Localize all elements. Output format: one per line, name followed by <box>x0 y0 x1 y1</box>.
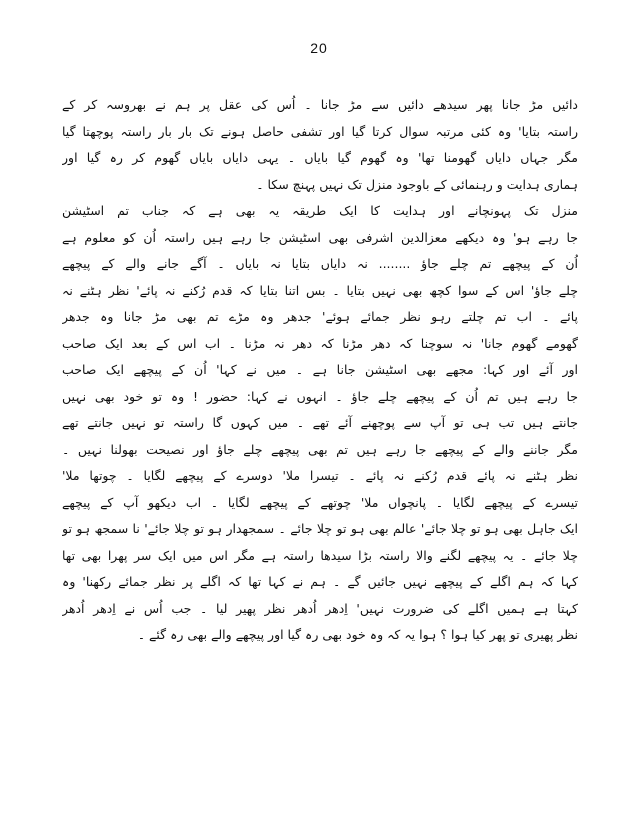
text-line: جا رہے ہیں تم اُن کے پیچھے چلے جاؤ ۔ انہوں نے کہا: حضور ! وہ تو خود بھی نہیں <box>62 388 578 404</box>
text-line: اور آئے اور کہا: مجھے بھی اسٹیشن جانا ہے ۔ میں نے کہا' اُن کے پیچھے ایک صاحب <box>62 362 578 377</box>
text-line: جانتے ہیں تب ہی تو آپ سے پوچھنے آئے تھے ۔ میں کہوں گا راستہ تو نہیں جانتے تھے <box>62 415 578 430</box>
text-line: اُن کے پیچھے تم چلے جاؤ ........ نہ دایاں بتایا نہ بایاں ۔ آگے جانے والے کے پیچھے <box>62 256 578 271</box>
text-line: دائیں مڑ جانا پھر سیدھے دائیں سے مڑ جانا ۔ اُس کی عقل پر ہم نے بھروسہ کر کے <box>62 97 578 112</box>
text-line: کہتا ہے ہمیں اگلے کی ضرورت نہیں' اِدھر اُدھر نظر پھیر لیا ۔ جب اُس نے اِدھر اُدھر <box>62 600 578 616</box>
text-line: ہماری ہدایت و رہنمائی کے باوجود منزل تک نہیں پہنچ سکا ۔ <box>256 176 578 192</box>
text-line: کہا کہ ہم اگلے کے پیچھے نہیں جائیں گے ۔ ہم نے کہا تھا کہ اگلے پر نظر جمائے رکھنا' وہ <box>62 574 578 589</box>
text-line: مگر جاننے والے کے پیچھے جا رہے ہیں تم بھی پیچھے چلے جاؤ اور نصیحت بھولنا نہیں ۔ <box>62 441 578 457</box>
text-line: مگر جہاں دایاں گھومنا تھا' وہ گھوم گیا بایاں ۔ یہی دایاں بایاں گھوم کر رہ گیا اور <box>62 150 578 165</box>
text-line: چلا جائے ۔ یہ پیچھے لگنے والا راستہ بڑا سیدھا راستہ ہے مگر اس میں ایک سر پھرا بھی تھا <box>62 547 578 563</box>
page-number: 20 <box>310 40 328 56</box>
text-line: نظر ہٹنے نہ پائے قدم رُکنے نہ پائے ۔ تیسرا ملا' دوسرے کے پیچھے لگایا ۔ چوتھا ملا' <box>62 468 578 483</box>
text-line: چلے جاؤ' اس کے سوا کچھ بھی نہیں بتایا ۔ بس اتنا بتایا کہ قدم رُکنے نہ پائے' نظر ہٹنے نہ <box>62 282 578 298</box>
text-line: گھومے گھوم جانا' نہ سوچنا کہ دھر مڑنا کہ دھر نہ مڑنا ۔ اب اس کے بعد ایک صاحب <box>62 335 578 351</box>
text-line: منزل تک پہونچانے اور ہدایت کا ایک طریقہ یہ بھی ہے کہ جناب تم اسٹیشن <box>62 203 578 218</box>
text-line: ایک جاہل بھی ہو تو چلا جائے' عالم بھی ہو تو چلا جائے ۔ سمجھدار ہو تو چلا جائے' نا سمجھ ہو تو <box>62 521 578 536</box>
text-line: راستہ بتایا' وہ کئی مرتبہ سوال کرتا گیا اور تشفی حاصل ہونے تک بار بار راستہ پوچھتا گیا <box>62 123 578 139</box>
text-line: نظر پھیری تو پھر کیا ہوا ؟ ہوا یہ کہ وہ خود بھی رہ گیا اور پیچھے والے بھی رہ گئے ۔ <box>137 627 578 642</box>
urdu-text-body <box>62 92 578 649</box>
text-line: پائے ۔ اب تم چلتے رہو نظر جمائے ہوئے' جدھر وہ مڑے تم بھی مڑ جانا وہ جدھر <box>62 309 578 324</box>
text-line: جا رہے ہو' وہ دیکھے معزالدین اشرفی بھی اسٹیشن جا رہے ہیں راستہ اُن کو معلوم ہے <box>62 229 578 245</box>
text-line: تیسرے کے پیچھے لگایا ۔ پانچواں ملا' چوتھے کے پیچھے لگایا ۔ اب دیکھو آپ کے پیچھے <box>62 494 578 510</box>
